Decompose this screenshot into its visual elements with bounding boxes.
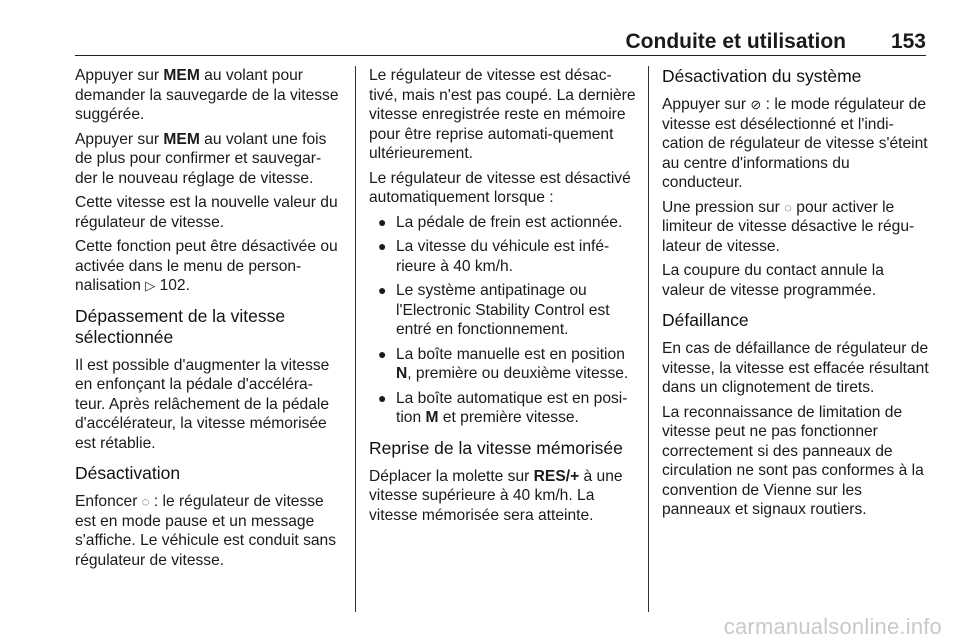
paragraph: La reconnaissance de limitation de vitesse peut ne pas fonctionner correctement si des panneaux de circulation ne sont pas conformes à la convention de Vienne sur les panneaux et signaux routiers. [662, 403, 924, 518]
cruise-off-icon: ⊘ [750, 97, 762, 112]
paragraph: Cette fonction peut être désactivée ou activée dans le menu de person-nalisation ▷ 102. [75, 238, 338, 294]
paragraph: Appuyer sur MEM au volant une fois de plus pour confirmer et sauvegar-der le nouveau réglage de vitesse. [75, 130, 327, 187]
bullet-icon: ● [378, 345, 387, 362]
heading-defaillance: Défaillance [662, 310, 749, 330]
column-right [662, 66, 930, 525]
paragraph: Enfoncer ◌ : le régulateur de vitesse est en mode pause et un message s'affiche. Le véhicule est conduit sans régulateur de vitesse. [75, 493, 337, 569]
bullet-icon: ● [378, 213, 387, 230]
paragraph: Appuyer sur MEM au volant pour demander la sauvegarde de la vitesse suggérée. [75, 67, 339, 123]
paragraph: Il est possible d'augmenter la vitesse en enfonçant la pédale d'accéléra-teur. Après relâchement de la pédale d'accélérateur, la vitesse mémorisée est rétablie. [75, 356, 330, 452]
speed-limiter-icon: ◌ [784, 199, 792, 215]
paragraph: La coupure du contact annule la valeur de vitesse programmée. [662, 262, 884, 299]
page-reference-arrow-icon[interactable]: ▷ [145, 278, 156, 293]
cruise-pause-icon: ◌ [141, 494, 150, 509]
column-left [75, 66, 343, 575]
bullet-icon: ● [378, 238, 387, 254]
mem-key: MEM [163, 130, 200, 148]
list-item: ● La boîte automatique est en posi-tion M et première vitesse. [378, 389, 628, 426]
bullet-icon: ● [378, 282, 387, 298]
mem-key: MEM [163, 67, 200, 84]
section-title: Conduite et utilisation [625, 30, 846, 53]
column-divider [355, 66, 356, 612]
watermark: carmanualsonline.info [723, 614, 942, 639]
paragraph: Appuyer sur ⊘ : le mode régulateur de vitesse est désélectionné et l'indi-cation de régulateur de vitesse s'éteint au centre d'informations du conducteur. [662, 96, 928, 191]
list-item: ● La vitesse du véhicule est infé-rieure à 40 km/h. [378, 238, 610, 275]
page-header [75, 26, 926, 56]
heading-depassement: Dépassement de la vitesse sélectionnée [75, 305, 286, 347]
heading-desactivation-systeme: Désactivation du système [662, 66, 862, 86]
paragraph: Une pression sur ◌ pour activer le limiteur de vitesse désactive le régu-lateur de vitesse. [662, 198, 915, 255]
list-item: ● La boîte manuelle est en position N, première ou deuxième vitesse. [378, 345, 629, 382]
header-rule [75, 55, 926, 56]
bullet-list [369, 213, 637, 428]
paragraph: Cette vitesse est la nouvelle valeur du régulateur de vitesse. [75, 194, 338, 231]
paragraph: En cas de défaillance de régulateur de vitesse, la vitesse est effacée résultant dans un clignotement de tirets. [662, 340, 929, 396]
column-divider [648, 66, 649, 612]
paragraph: Le régulateur de vitesse est désactivé automatiquement lorsque : [369, 169, 631, 206]
heading-reprise: Reprise de la vitesse mémorisée [369, 437, 623, 458]
list-item: ● La pédale de frein est actionnée. [378, 213, 623, 231]
paragraph: Le régulateur de vitesse est désac-tivé, mais n'est pas coupé. La dernière vitesse enregistrée reste en mémoire pour être reprise automati-quement ultérieurement. [369, 67, 636, 162]
page-reference[interactable]: 102. [159, 277, 190, 294]
bullet-icon: ● [378, 389, 387, 406]
column-middle [369, 66, 637, 530]
heading-desactivation: Désactivation [75, 463, 181, 483]
list-item: ● Le système antipatinage ou l'Electronic Stability Control est entré en fonctionnement. [378, 282, 610, 338]
res-key: RES/+ [533, 467, 580, 485]
paragraph: Déplacer la molette sur RES/+ à une vitesse supérieure à 40 km/h. La vitesse mémorisée sera atteinte. [369, 467, 623, 524]
page-number: 153 [890, 30, 926, 53]
